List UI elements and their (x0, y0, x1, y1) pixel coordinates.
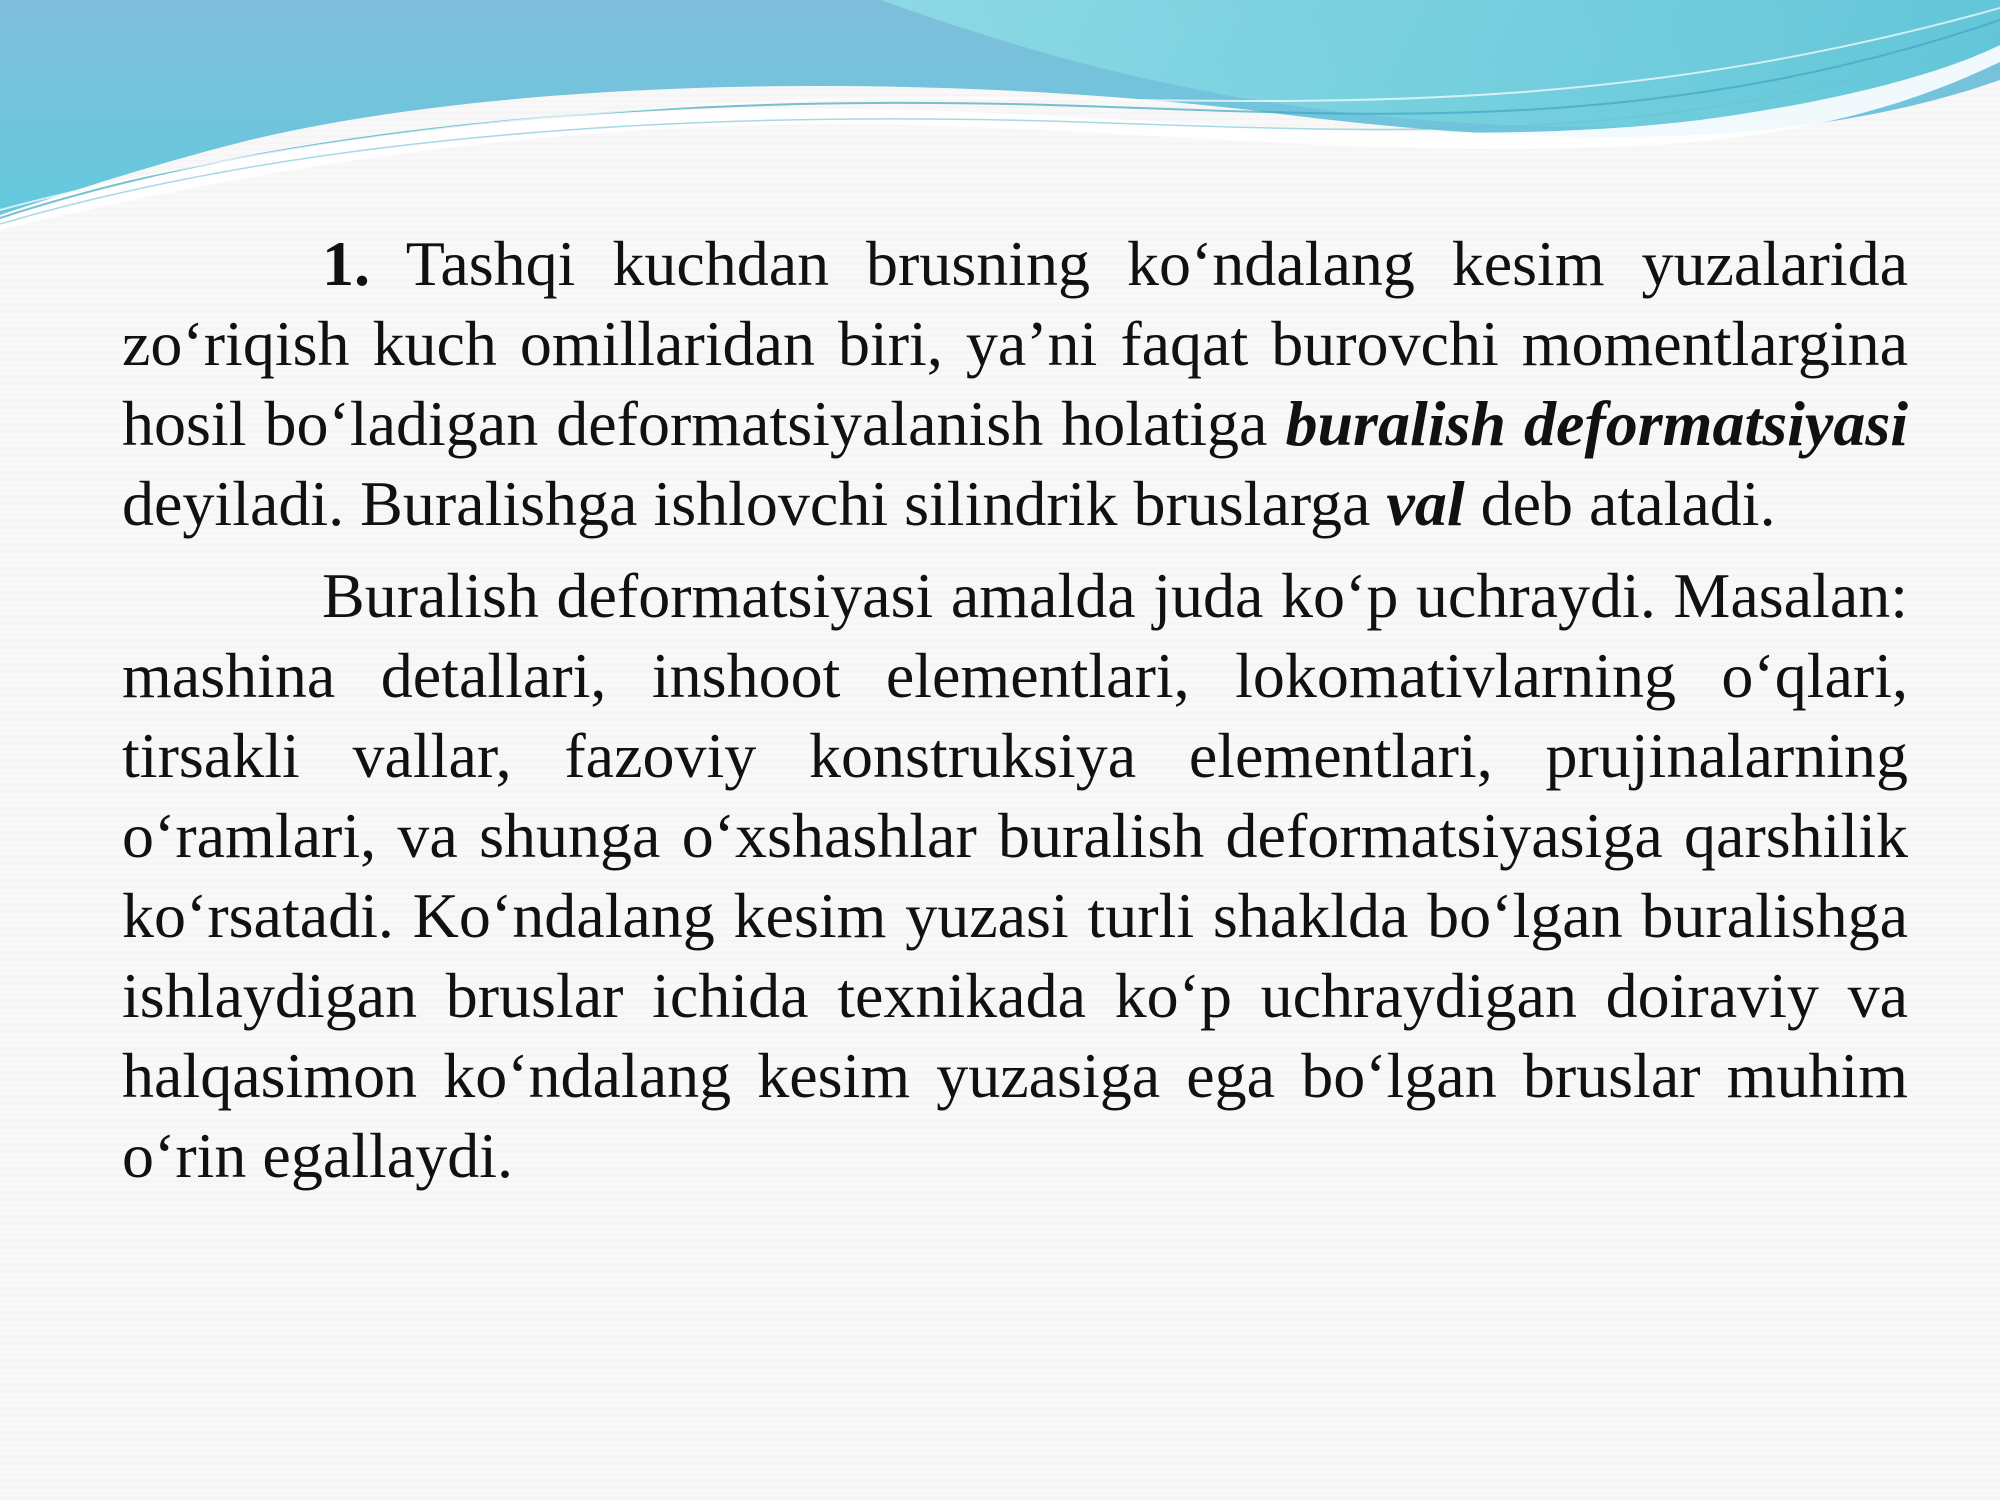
paragraph-number: 1. (322, 228, 370, 299)
term-val: val (1386, 468, 1465, 539)
term-buralish-deformatsiyasi: buralish deformatsiyasi (1285, 388, 1909, 459)
body-text (122, 224, 1908, 1196)
paragraph-1-text-b: deyiladi. Buralishga ishlovchi silindrik bruslarga (122, 468, 1387, 539)
paragraph-1 (122, 224, 1908, 544)
paragraph-2: Buralish deformatsiyasi amalda juda ko‘p uchraydi. Masalan: mashina detallari, inshoot elementlari, lokomativlarning o‘qlari, tirsakli vallar, fazoviy konstruksiya elementlari, prujinalarning o‘ramlari, va shunga o‘xshashlar buralish deformatsiyasiga qarshilik ko‘rsatadi. Ko‘ndalang kesim yuzasi turli shaklda bo‘lgan buralishga ishlaydigan bruslar ichida texnikada ko‘p uchraydigan doiraviy va halqasimon ko‘ndalang kesim yuzasiga ega bo‘lgan bruslar muhim o‘rin egallaydi. (122, 560, 1908, 1191)
paragraph-1-text-c: deb ataladi. (1464, 468, 1776, 539)
header-wave-decoration (0, 0, 2000, 240)
paragraph-1-text-a: Tashqi kuchdan brusning ko‘ndalang kesim yuzalarida zo‘riqish kuch omillaridan biri, ya’ni faqat burovchi momentlargina hosil bo‘ladigan deformatsiyalanish holatiga (122, 228, 1908, 459)
